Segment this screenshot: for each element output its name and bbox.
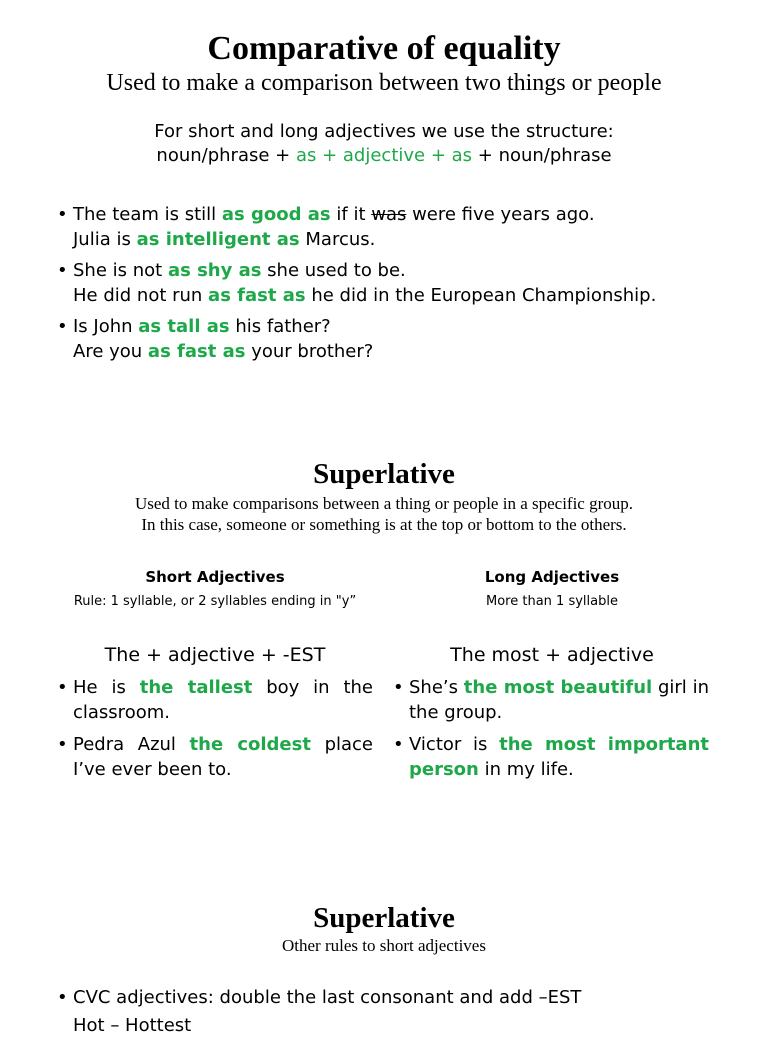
- bullet-dot: •: [57, 734, 68, 755]
- short-adjectives-rule: Rule: 1 syllable, or 2 syllables ending in "y”: [73, 594, 357, 609]
- structure-part: noun/phrase +: [156, 145, 296, 166]
- short-adjectives-formula: The + adjective + -EST: [104, 644, 326, 666]
- short-adjectives-heading: Short Adjectives: [145, 568, 285, 586]
- structure-highlight: as + adjective + as: [295, 145, 473, 166]
- structure-block: [0, 120, 768, 168]
- superlative-title: Superlative: [313, 458, 455, 490]
- bullet-dot: •: [57, 316, 68, 337]
- section-subtitle: Used to make a comparison between two things or people: [106, 70, 662, 96]
- long-adjectives-rule: More than 1 syllable: [486, 594, 618, 609]
- example-line: The team is still as good as if it was were five years ago.: [73, 204, 595, 225]
- bullet-dot: •: [57, 204, 68, 225]
- subtitle-line: Used to make comparisons between a thing or people in a specific group.: [134, 494, 634, 513]
- example-line: Are you as fast as your brother?: [73, 341, 374, 362]
- example-line: Is John as tall as his father?: [73, 316, 331, 337]
- example-line: She is not as shy as she used to be.: [73, 260, 406, 281]
- cvc-rule: CVC adjectives: double the last consonant and add –EST: [73, 987, 582, 1008]
- superlative-subtitle: [0, 493, 768, 535]
- bullet-dot: •: [57, 987, 68, 1008]
- long-adjectives-formula: The most + adjective: [450, 644, 654, 666]
- bullet-dot: •: [393, 734, 404, 755]
- bullet-dot: •: [57, 260, 68, 281]
- superlative-other-subtitle: Other rules to short adjectives: [282, 936, 486, 955]
- bullet-dot: •: [393, 677, 404, 698]
- subtitle-line: In this case, someone or something is at the top or bottom to the others.: [141, 515, 627, 534]
- structure-intro: For short and long adjectives we use the structure:: [154, 121, 614, 142]
- superlative-other-title: Superlative: [313, 902, 455, 934]
- struck-word: was: [371, 204, 407, 225]
- example-line: He did not run as fast as he did in the European Championship.: [73, 285, 657, 306]
- page-title: Comparative of equality: [207, 30, 561, 67]
- long-adjectives-heading: Long Adjectives: [484, 568, 620, 586]
- example-line: Julia is as intelligent as Marcus.: [73, 229, 376, 250]
- structure-formula: [0, 144, 768, 168]
- cvc-example-cut-off: Hot – Hottest: [73, 1015, 192, 1036]
- structure-part: + noun/phrase: [472, 145, 612, 166]
- bullet-dot: •: [57, 677, 68, 698]
